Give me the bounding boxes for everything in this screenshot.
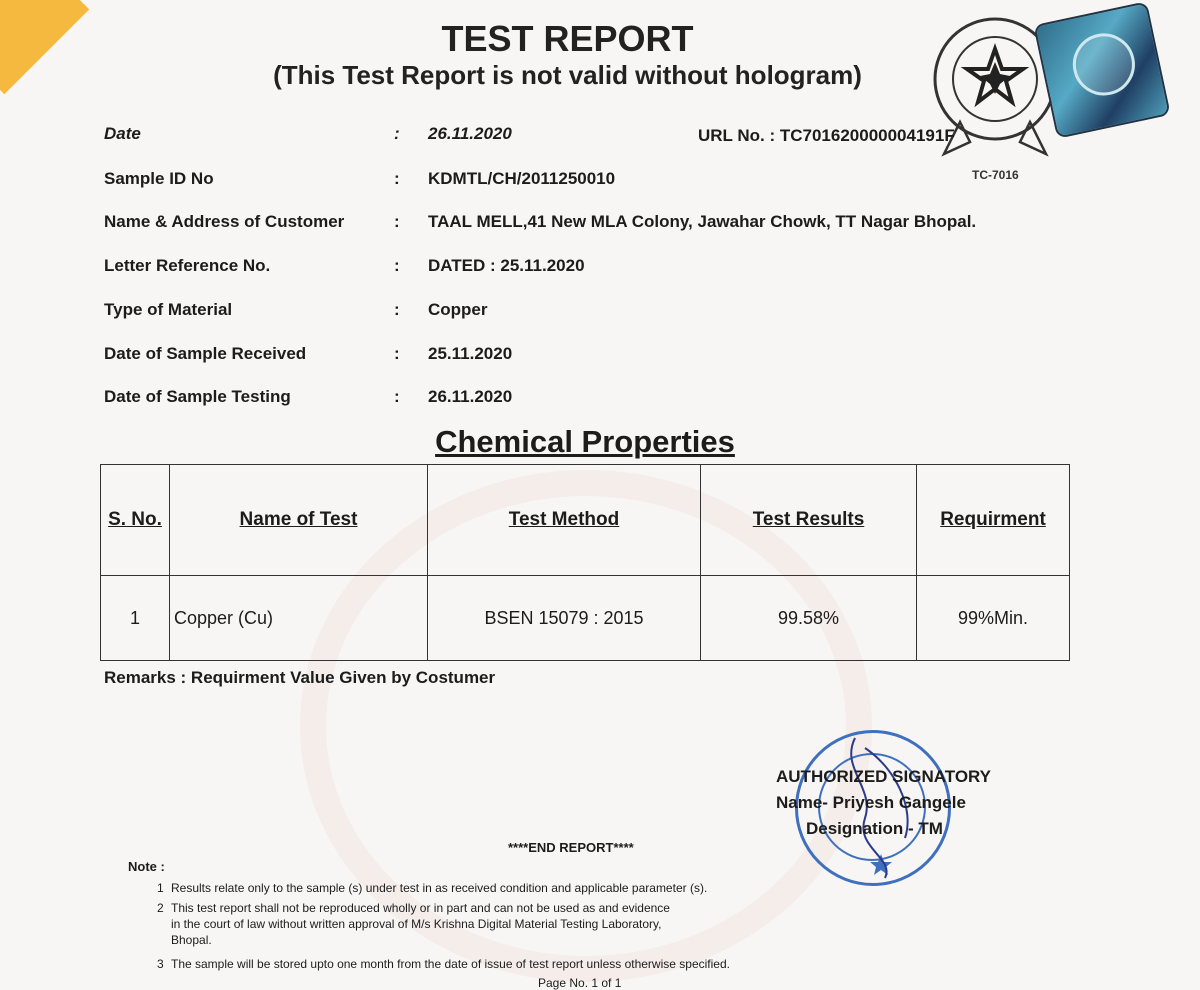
field-value: 25.11.2020 xyxy=(428,344,513,363)
note-text: The sample will be stored upto one month from the date of issue of test report unless otherwise specified. xyxy=(171,957,730,971)
signatory-title: AUTHORIZED SIGNATORY xyxy=(776,767,992,786)
report-title: TEST REPORT xyxy=(441,18,694,59)
field-colon: : xyxy=(394,300,400,319)
field-label: Sample ID No xyxy=(104,169,214,188)
table-cell: Copper (Cu) xyxy=(170,576,428,661)
table-row xyxy=(101,576,1070,661)
section-title: Chemical Properties xyxy=(435,424,735,459)
field-value: Copper xyxy=(428,300,488,319)
field-label: Type of Material xyxy=(104,300,233,319)
page-number: Page No. 1 of 1 xyxy=(538,976,622,990)
field-value: 26.11.2020 xyxy=(428,387,513,406)
field-colon: : xyxy=(394,212,400,231)
field-label: Letter Reference No. xyxy=(104,256,271,275)
note-number: 1 xyxy=(157,881,164,895)
note-heading: Note : xyxy=(128,859,165,874)
note-number: 3 xyxy=(157,957,164,971)
field-colon: : xyxy=(394,169,400,188)
table-cell: 99%Min. xyxy=(917,576,1070,661)
column-header: Test Results xyxy=(701,465,917,576)
note-item xyxy=(157,956,811,972)
note-item xyxy=(157,880,791,896)
date-value: 26.11.2020 xyxy=(428,124,512,143)
remarks: Remarks : Requirment Value Given by Costumer xyxy=(104,668,496,687)
column-header: S. No. xyxy=(101,465,170,576)
column-header: Requirment xyxy=(917,465,1070,576)
note-number: 2 xyxy=(157,901,164,915)
signatory-designation: Designation - TM xyxy=(806,819,943,838)
signatory-name: Name- Priyesh Gangele xyxy=(776,793,966,812)
hologram-sticker xyxy=(1036,4,1169,137)
date-label: Date xyxy=(104,124,141,143)
end-report: ****END REPORT**** xyxy=(508,840,634,855)
note-text: Results relate only to the sample (s) under test in as received condition and applicable parameter (s). xyxy=(171,881,708,895)
url-number: URL No. : TC701620000004191F xyxy=(698,126,955,145)
table-header-row xyxy=(101,465,1070,576)
table-cell: BSEN 15079 : 2015 xyxy=(428,576,701,661)
field-colon: : xyxy=(394,344,400,363)
column-header: Name of Test xyxy=(170,465,428,576)
field-label: Date of Sample Testing xyxy=(104,387,291,406)
field-label: Date of Sample Received xyxy=(104,344,307,363)
table-cell: 1 xyxy=(101,576,170,661)
report-subtitle: (This Test Report is not valid without hologram) xyxy=(273,60,862,90)
results-table xyxy=(100,464,1070,661)
field-label: Name & Address of Customer xyxy=(104,212,345,231)
field-value: DATED : 25.11.2020 xyxy=(428,256,585,275)
seal-code: TC-7016 xyxy=(972,168,1019,182)
column-header: Test Method xyxy=(428,465,701,576)
date-colon: : xyxy=(394,124,400,143)
table-cell: 99.58% xyxy=(701,576,917,661)
field-value: KDMTL/CH/2011250010 xyxy=(428,169,616,188)
field-colon: : xyxy=(394,256,400,275)
field-colon: : xyxy=(394,387,400,406)
field-value: TAAL MELL,41 New MLA Colony, Jawahar Chowk, TT Nagar Bhopal. xyxy=(428,212,977,231)
note-item xyxy=(157,900,671,948)
note-text: This test report shall not be reproduced wholly or in part and can not be used as and evidence in the court of law without written approval of M/s Krishna Digital Material Testing Laboratory, Bhopal. xyxy=(171,901,670,947)
